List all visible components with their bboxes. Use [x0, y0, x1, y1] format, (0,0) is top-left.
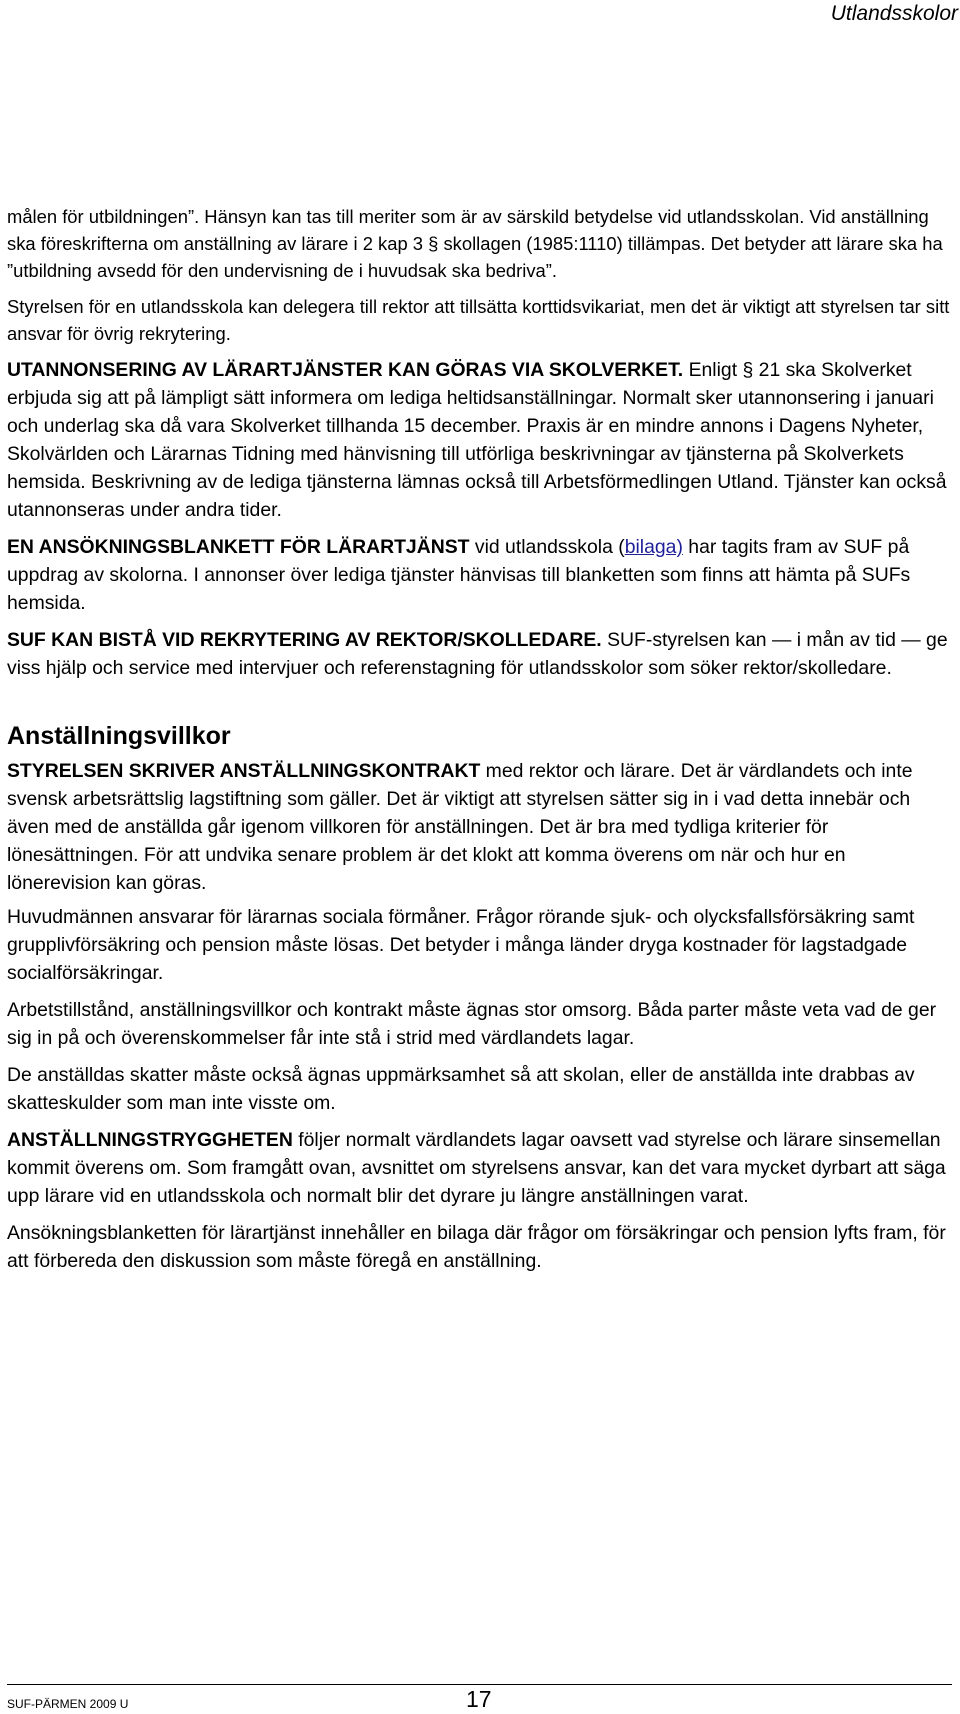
footer-divider [7, 1684, 952, 1685]
paragraph-recruitment-help [7, 626, 952, 682]
paragraph-application-insurance: Ansökningsblanketten för lärartjänst innehåller en bilaga där frågor om försäkringar och pension lyfts fram, för att förbereda den diskussion som måste föregå en anställning. [7, 1222, 946, 1272]
page-content [7, 203, 952, 1284]
running-header: Utlandsskolor [830, 2, 958, 25]
paragraph-work-permits: Arbetstillstånd, anställningsvillkor och kontrakt måste ägnas stor omsorg. Båda parter måste veta vad de ger sig in på och överenskommelser får inte stå i strid med värdlandets lagar. [7, 999, 937, 1049]
advertising-heading: UTANNONSERING AV LÄRARTJÄNSTER KAN GÖRAS VIA SKOLVERKET. [7, 359, 684, 381]
footer-label: SUF-PÄRMEN 2009 U [7, 1697, 129, 1711]
application-form-text-pre: vid utlandsskola ( [469, 536, 625, 558]
job-security-heading: ANSTÄLLNINGSTRYGGHETEN [7, 1129, 293, 1151]
application-form-heading: EN ANSÖKNINGSBLANKETT FÖR LÄRARTJÄNST [7, 536, 470, 558]
paragraph-qualifications: målen för utbildningen”. Hänsyn kan tas till meriter som är av särskild betydelse vid utlandsskolan. Vid anställning ska föreskrifterna om anställning av lärare i 2 kap 3 § skollagen (1985:1110) tillämpas. Det betyder att lärare ska ha ”utbildning avsedd för den undervisning de i huvudsak ska bedriva”. [7, 206, 943, 281]
paragraph-taxes: De anställdas skatter måste också ägnas uppmärksamhet så att skolan, eller de anställda inte drabbas av skatteskulder som man inte visste om. [7, 1064, 915, 1114]
recruitment-help-heading: SUF KAN BISTÅ VID REKRYTERING AV REKTOR/SKOLLEDARE. [7, 629, 602, 651]
paragraph-application-form [7, 533, 952, 617]
recruitment-help-text: SUF-styrelsen kan — i mån av tid — ge viss hjälp och service med intervjuer och referenstagning för utlandsskolor som söker rektor/skolledare. [7, 629, 948, 679]
advertising-text: Enligt § 21 ska Skolverket erbjuda sig att på lämpligt sätt informera om lediga heltidsanställningar. Normalt sker utannonsering i januari och underlag ska då vara Skolverket tillhanda 15 december. Praxis är en mindre annons i Dagens Nyheter, Skolvärlden och Lärarnas Tidning med hänvisning till utförliga beskrivningar av tjänsterna på Skolverkets hemsida. Beskrivning av de lediga tjänsterna lämnas också till Arbetsförmedlingen Utland. Tjänster kan också utannonseras under andra tider. [7, 359, 947, 521]
paragraph-advertising [7, 356, 952, 524]
paragraph-delegation: Styrelsen för en utlandsskola kan delegera till rektor att tillsätta korttidsvikariat, men det är viktigt att styrelsen tar sitt ansvar för övrig rekrytering. [7, 296, 950, 344]
paragraph-job-security [7, 1126, 952, 1210]
employment-contract-text: med rektor och lärare. Det är värdlandets och inte svensk arbetsrättslig lagstiftning som gäller. Det är viktigt att styrelsen sätter sig in i vad detta innebär och även med de anställda går igenom villkoren för anställningen. Det är bra med tydliga kriterier för lönesättningen. För att undvika senare problem är det klokt att komma överens om när och hur en lönerevision kan göras. [7, 760, 913, 894]
employment-contract-heading: STYRELSEN SKRIVER ANSTÄLLNINGSKONTRAKT [7, 760, 481, 782]
page-number: 17 [466, 1686, 492, 1712]
application-form-text-post: har tagits fram av SUF på uppdrag av skolorna. I annonser över lediga tjänster hänvisas till blanketten som finns att hämta på SUFs hemsida. [7, 536, 911, 614]
paragraph-employment-contract [7, 757, 952, 897]
paragraph-social-benefits: Huvudmännen ansvarar för lärarnas sociala förmåner. Frågor rörande sjuk- och olycksfallsförsäkring samt grupplivförsäkring och pension måste lösas. Det betyder i många länder dryga kostnader för lagstadgade socialförsäkringar. [7, 906, 915, 984]
job-security-text: följer normalt värdlandets lagar oavsett vad styrelse och lärare sinsemellan kommit överens om. Som framgått ovan, avsnittet om styrelsens ansvar, kan det vara mycket dyrbart att säga upp lärare vid en utlandsskola och normalt blir det dyrare ju längre anställningen varat. [7, 1129, 946, 1207]
bilaga-link[interactable]: bilaga) [624, 536, 683, 558]
section-heading: Anställningsvillkor [7, 722, 231, 750]
